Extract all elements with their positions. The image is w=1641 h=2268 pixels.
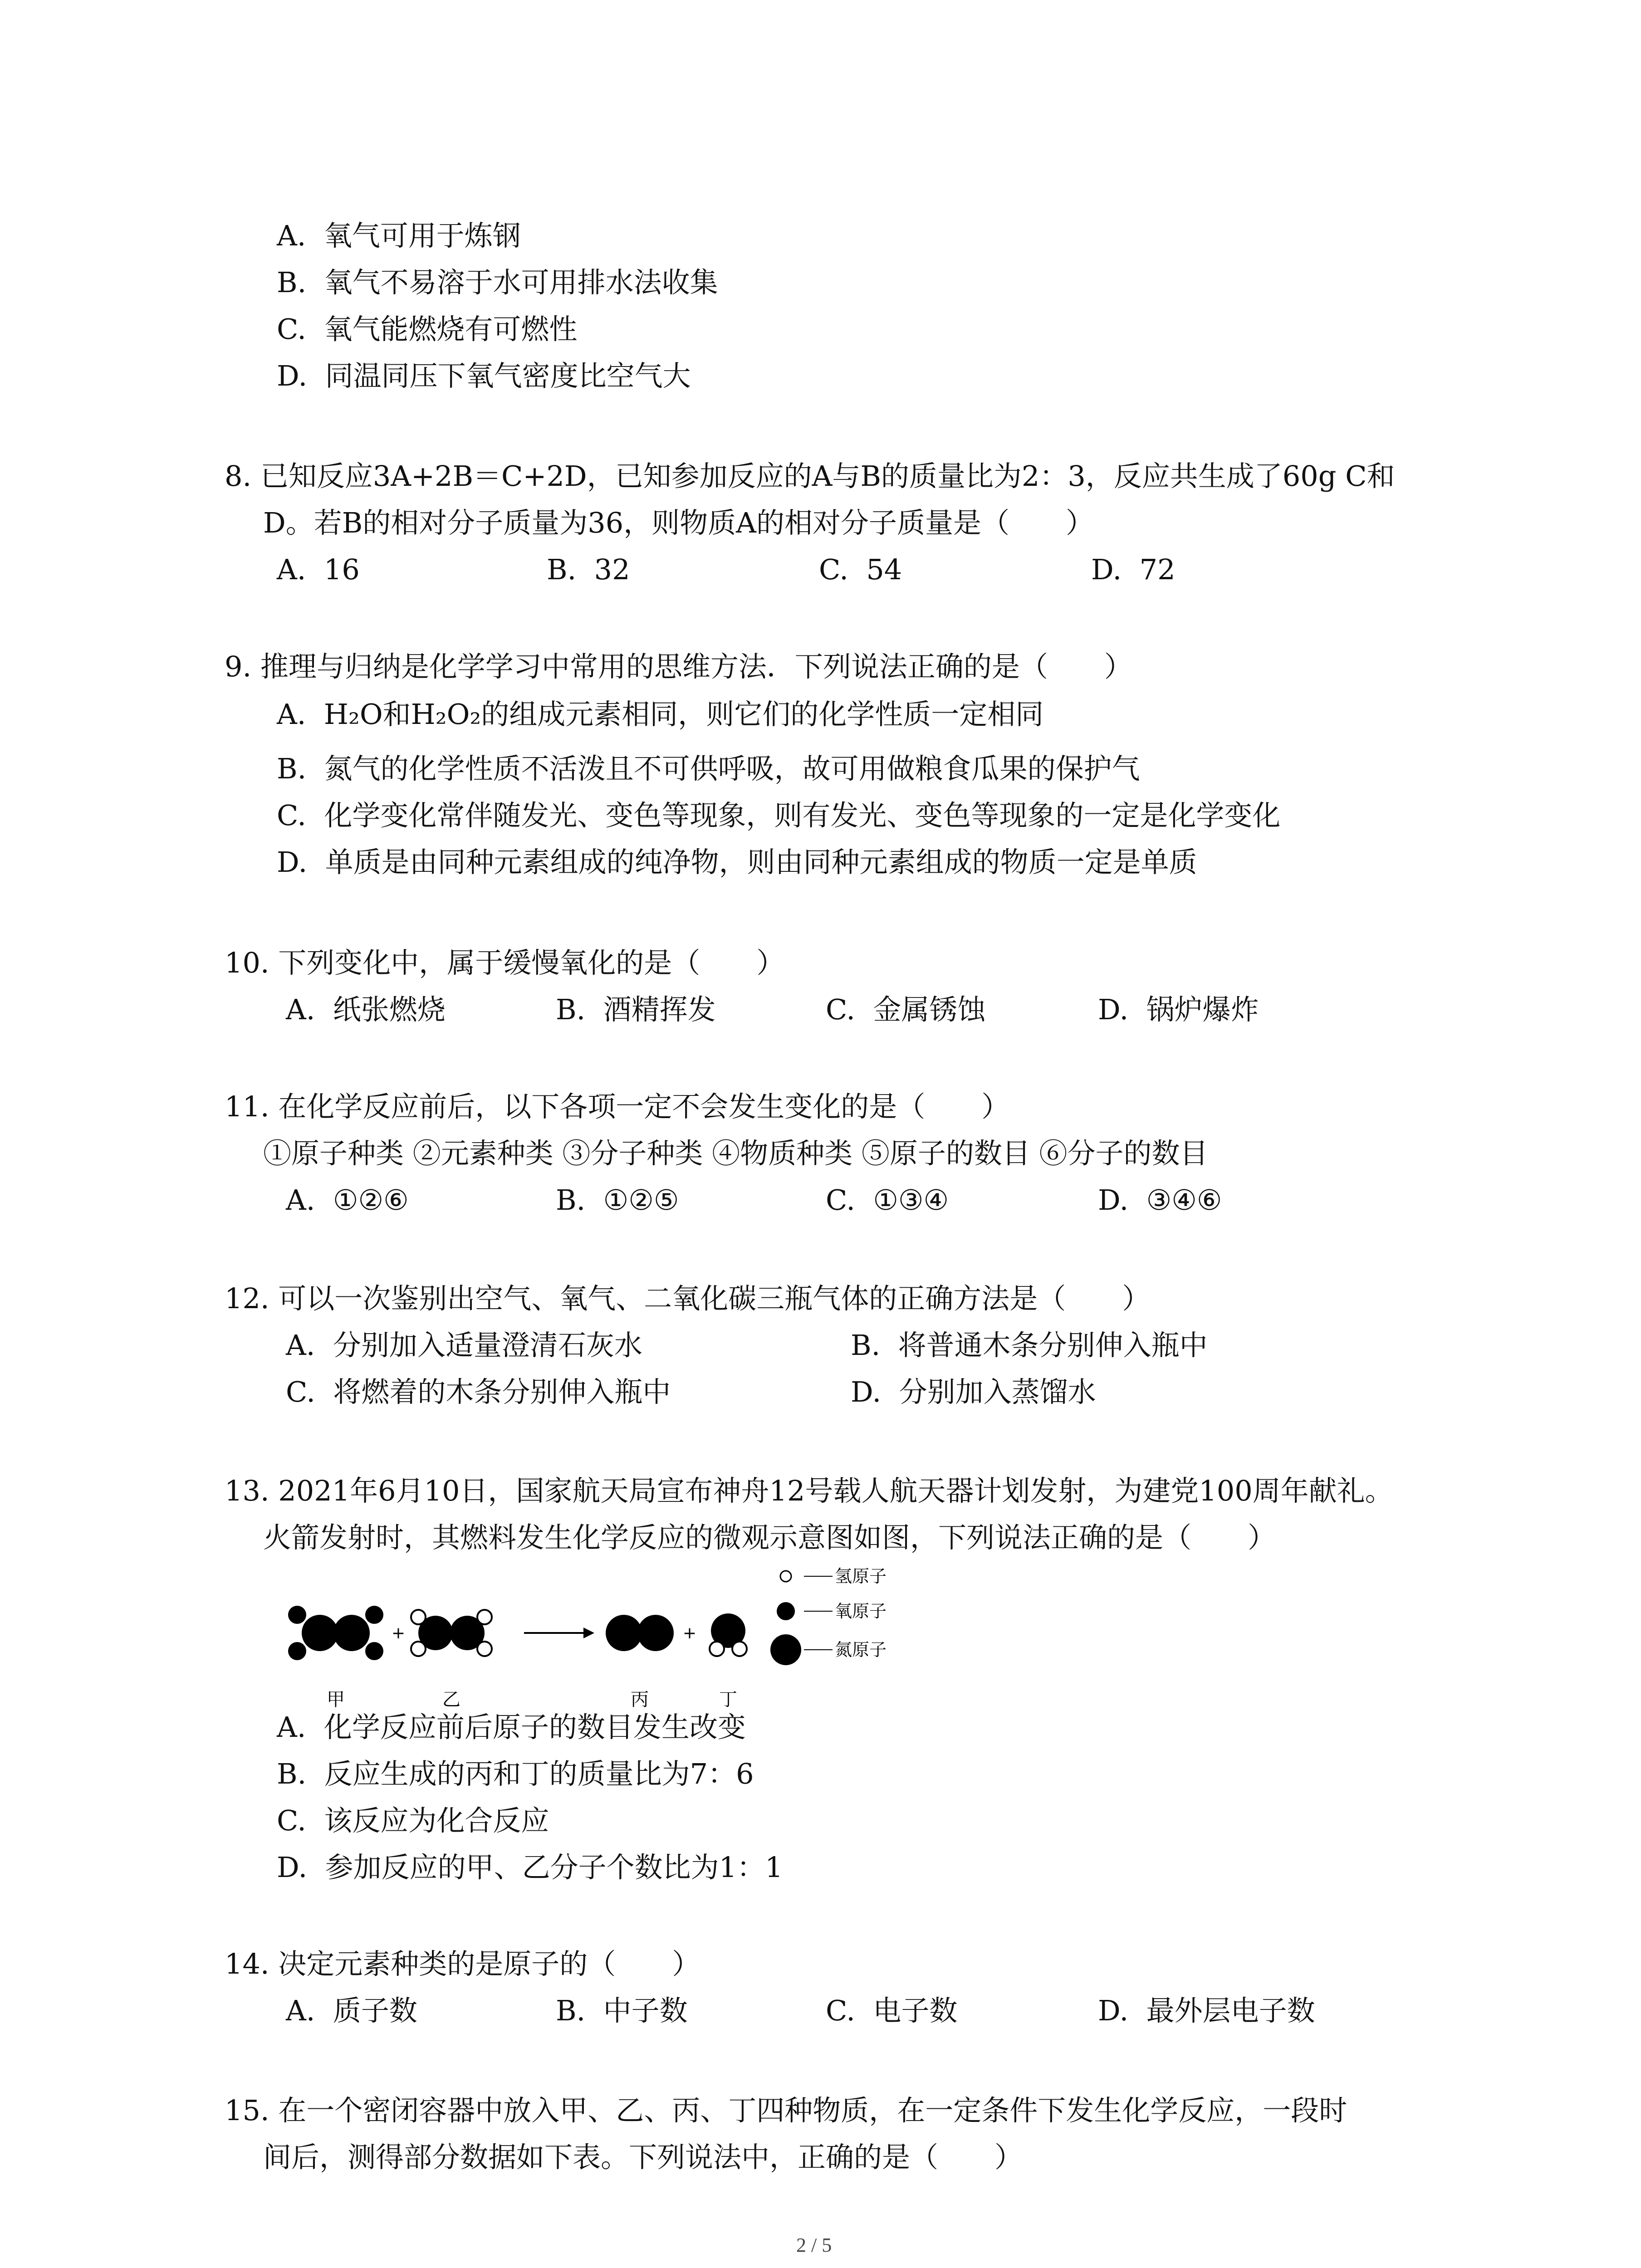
q11-option-b: B. ①②⑤ (556, 1183, 679, 1217)
q8-option-d: D. 72 (1091, 553, 1176, 586)
q9-option-a: A. H₂O和H₂O₂的组成元素相同，则它们的化学性质一定相同 (277, 698, 1044, 731)
q11-option-c: C. ①③④ (826, 1183, 949, 1217)
page-number: 2 / 5 (796, 2234, 832, 2256)
label-yi: 乙 (442, 1689, 460, 1710)
q11-option-d: D. ③④⑥ (1098, 1183, 1222, 1217)
reaction-diagram (277, 1560, 957, 1715)
legend (770, 1566, 887, 1665)
q10-option-a: A. 纸张燃烧 (286, 993, 446, 1026)
q13-option-d: D. 参加反应的甲、乙分子个数比为1：1 (277, 1851, 783, 1884)
q8-stem-line2: D。若B的相对分子质量为36，则物质A的相对分子质量是（ ） (263, 506, 1094, 539)
q12-option-c: C. 将燃着的木条分别伸入瓶中 (286, 1375, 671, 1408)
q15-stem-line2: 间后，测得部分数据如下表。下列说法中，正确的是（ ） (263, 2141, 1023, 2174)
q11-option-a: A. ①②⑥ (286, 1183, 409, 1217)
q13-option-c: C. 该反应为化合反应 (277, 1804, 549, 1837)
q10-option-c: C. 金属锈蚀 (826, 993, 986, 1026)
q9-option-d: D. 单质是由同种元素组成的纯净物，则由同种元素组成的物质一定是单质 (277, 846, 1197, 879)
q8-stem-line1: 8. 已知反应3A+2B＝C+2D，已知参加反应的A与B的质量比为2：3，反应共生成了60g C和 (225, 459, 1395, 493)
q13-option-a: A. 化学反应前后原子的数目发生改变 (277, 1711, 746, 1744)
q12-option-a: A. 分别加入适量澄清石灰水 (286, 1329, 642, 1362)
q13-stem-line2: 火箭发射时，其燃料发生化学反应的微观示意图如图，下列说法正确的是（ ） (263, 1521, 1276, 1554)
plus-sign-2: + (682, 1624, 697, 1642)
q9-option-b: B. 氮气的化学性质不活泼且不可供呼吸，故可用做粮食瓜果的保护气 (277, 752, 1140, 785)
q8-option-b: B. 32 (547, 553, 630, 586)
q11-items: ①原子种类 ②元素种类 ③分子种类 ④物质种类 ⑤原子的数目 ⑥分子的数目 (263, 1137, 1208, 1170)
q14-option-d: D. 最外层电子数 (1098, 1994, 1315, 2027)
molecule-yi (411, 1610, 492, 1656)
q11-stem: 11. 在化学反应前后，以下各项一定不会发生变化的是（ ） (225, 1090, 1010, 1123)
q7-option-a: A. 氧气可用于炼钢 (277, 219, 521, 252)
molecule-ding (710, 1613, 747, 1656)
legend-nitrogen: 氮原子 (835, 1640, 887, 1660)
plus-sign-1: + (391, 1624, 406, 1642)
q7-option-c: C. 氧气能燃烧有可燃性 (277, 313, 578, 346)
q8-option-c: C. 54 (819, 553, 902, 586)
reaction-arrow (524, 1628, 594, 1638)
molecule-jia (288, 1606, 383, 1660)
q12-option-d: D. 分别加入蒸馏水 (851, 1375, 1096, 1408)
legend-hydrogen: 氢原子 (835, 1566, 887, 1586)
q14-option-a: A. 质子数 (286, 1994, 417, 2027)
q10-option-d: D. 锅炉爆炸 (1098, 993, 1259, 1026)
q13-stem-line1: 13. 2021年6月10日，国家航天局宣布神舟12号载人航天器计划发射，为建党100周年献礼。 (225, 1474, 1393, 1507)
q15-stem-line1: 15. 在一个密闭容器中放入甲、乙、丙、丁四种物质，在一定条件下发生化学反应，一段时 (225, 2094, 1347, 2127)
q7-option-d: D. 同温同压下氧气密度比空气大 (277, 359, 691, 392)
q14-stem: 14. 决定元素种类的是原子的（ ） (225, 1947, 700, 1980)
label-jia: 甲 (327, 1689, 345, 1710)
q14-option-b: B. 中子数 (556, 1994, 688, 2027)
label-bing: 丙 (631, 1689, 649, 1710)
q9-stem: 9. 推理与归纳是化学学习中常用的思维方法．下列说法正确的是（ ） (225, 650, 1132, 683)
q14-option-c: C. 电子数 (826, 1994, 958, 2027)
q9-option-c: C. 化学变化常伴随发光、变色等现象，则有发光、变色等现象的一定是化学变化 (277, 799, 1281, 832)
q10-stem: 10. 下列变化中，属于缓慢氧化的是（ ） (225, 946, 785, 979)
label-ding: 丁 (719, 1689, 737, 1710)
q12-option-b: B. 将普通木条分别伸入瓶中 (851, 1329, 1208, 1362)
q7-option-b: B. 氧气不易溶于水可用排水法收集 (277, 266, 718, 299)
q13-option-b: B. 反应生成的丙和丁的质量比为7：6 (277, 1757, 754, 1790)
q8-option-a: A. 16 (277, 553, 360, 586)
molecule-bing (606, 1615, 674, 1651)
q10-option-b: B. 酒精挥发 (556, 993, 716, 1026)
legend-oxygen: 氧原子 (835, 1601, 887, 1621)
q12-stem: 12. 可以一次鉴别出空气、氧气、二氧化碳三瓶气体的正确方法是（ ） (225, 1282, 1151, 1315)
